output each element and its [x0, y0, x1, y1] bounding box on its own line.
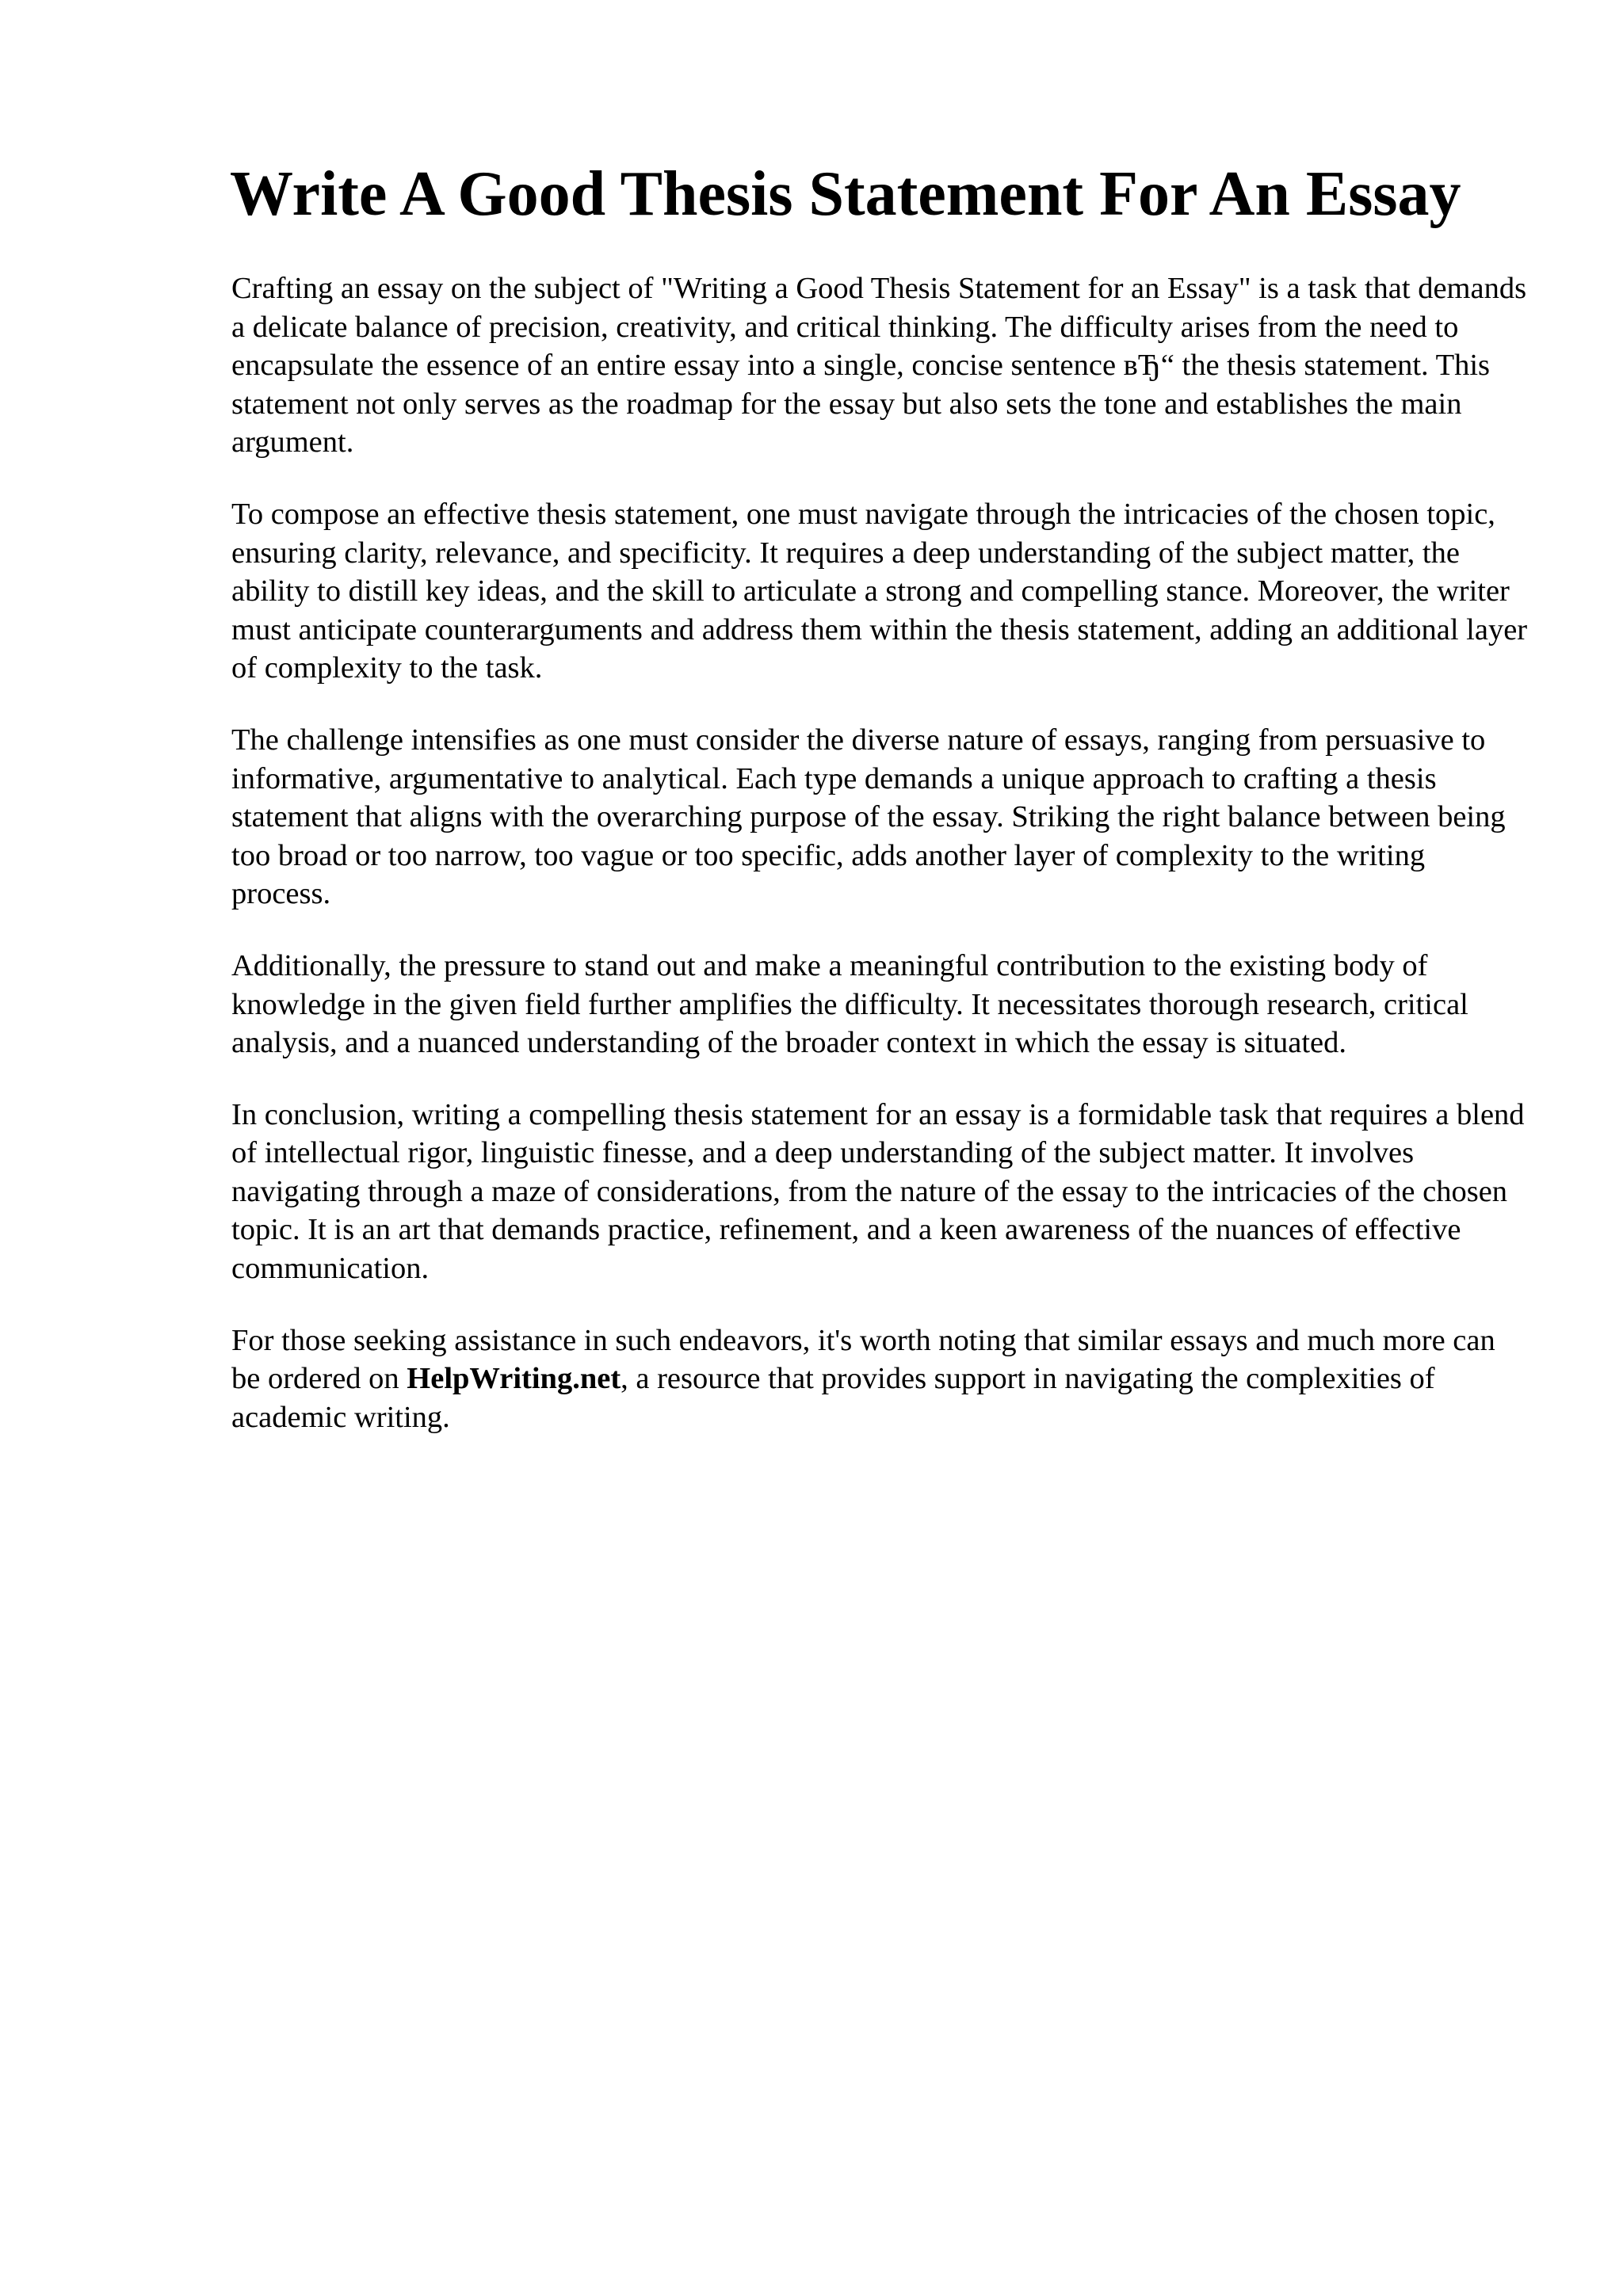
closing-text-after: , a resource that provides support in navigating the complexities of academic writing.	[231, 1362, 1435, 1434]
page-title: Write A Good Thesis Statement For An Essay	[230, 159, 1461, 229]
paragraph-4: Additionally, the pressure to stand out and make a meaningful contribution to the existing body of knowledge in the given field further amplifies the difficulty. It necessitates thorough research, critical analysis, and a nuanced understanding of the broader context in which the essay is situated.	[231, 948, 1468, 1060]
document-body	[231, 269, 1531, 1470]
helpwriting-brand: HelpWriting.net	[407, 1362, 621, 1396]
closing-paragraph	[231, 1322, 1531, 1437]
paragraph-1: Crafting an essay on the subject of "Writing a Good Thesis Statement for an Essay" is a task that demands a delicate balance of precision, creativity, and critical thinking. The difficulty arises from the need to encapsulate the essence of an entire essay into a single, concise sentence вЂ“ the thesis statement. This statement not only serves as the roadmap for the essay but also sets the tone and establishes the main argument.	[231, 272, 1527, 460]
closing-text-before: For those seeking assistance in such endeavors, it's worth noting that similar essays and much more can be ordered on	[231, 1323, 1495, 1396]
paragraph-3: The challenge intensifies as one must consider the diverse nature of essays, ranging from persuasive to informative, argumentative to analytical. Each type demands a unique approach to crafting a thesis statement that aligns with the overarching purpose of the essay. Striking the right balance between being too broad or too narrow, too vague or too specific, adds another layer of complexity to the writing process.	[231, 723, 1506, 911]
paragraph-2: To compose an effective thesis statement, one must navigate through the intricacies of the chosen topic, ensuring clarity, relevance, and specificity. It requires a deep understanding of the subject matter, the ability to distill key ideas, and the skill to articulate a strong and compelling stance. Moreover, the writer must anticipate counterarguments and address them within the thesis statement, adding an additional layer of complexity to the task.	[231, 497, 1528, 685]
paragraph-5: In conclusion, writing a compelling thesis statement for an essay is a formidable task that requires a blend of intellectual rigor, linguistic finesse, and a deep understanding of the subject matter. It involves navigating through a maze of considerations, from the nature of the essay to the intricacies of the chosen topic. It is an art that demands practice, refinement, and a keen awareness of the nuances of effective communication.	[231, 1097, 1525, 1286]
